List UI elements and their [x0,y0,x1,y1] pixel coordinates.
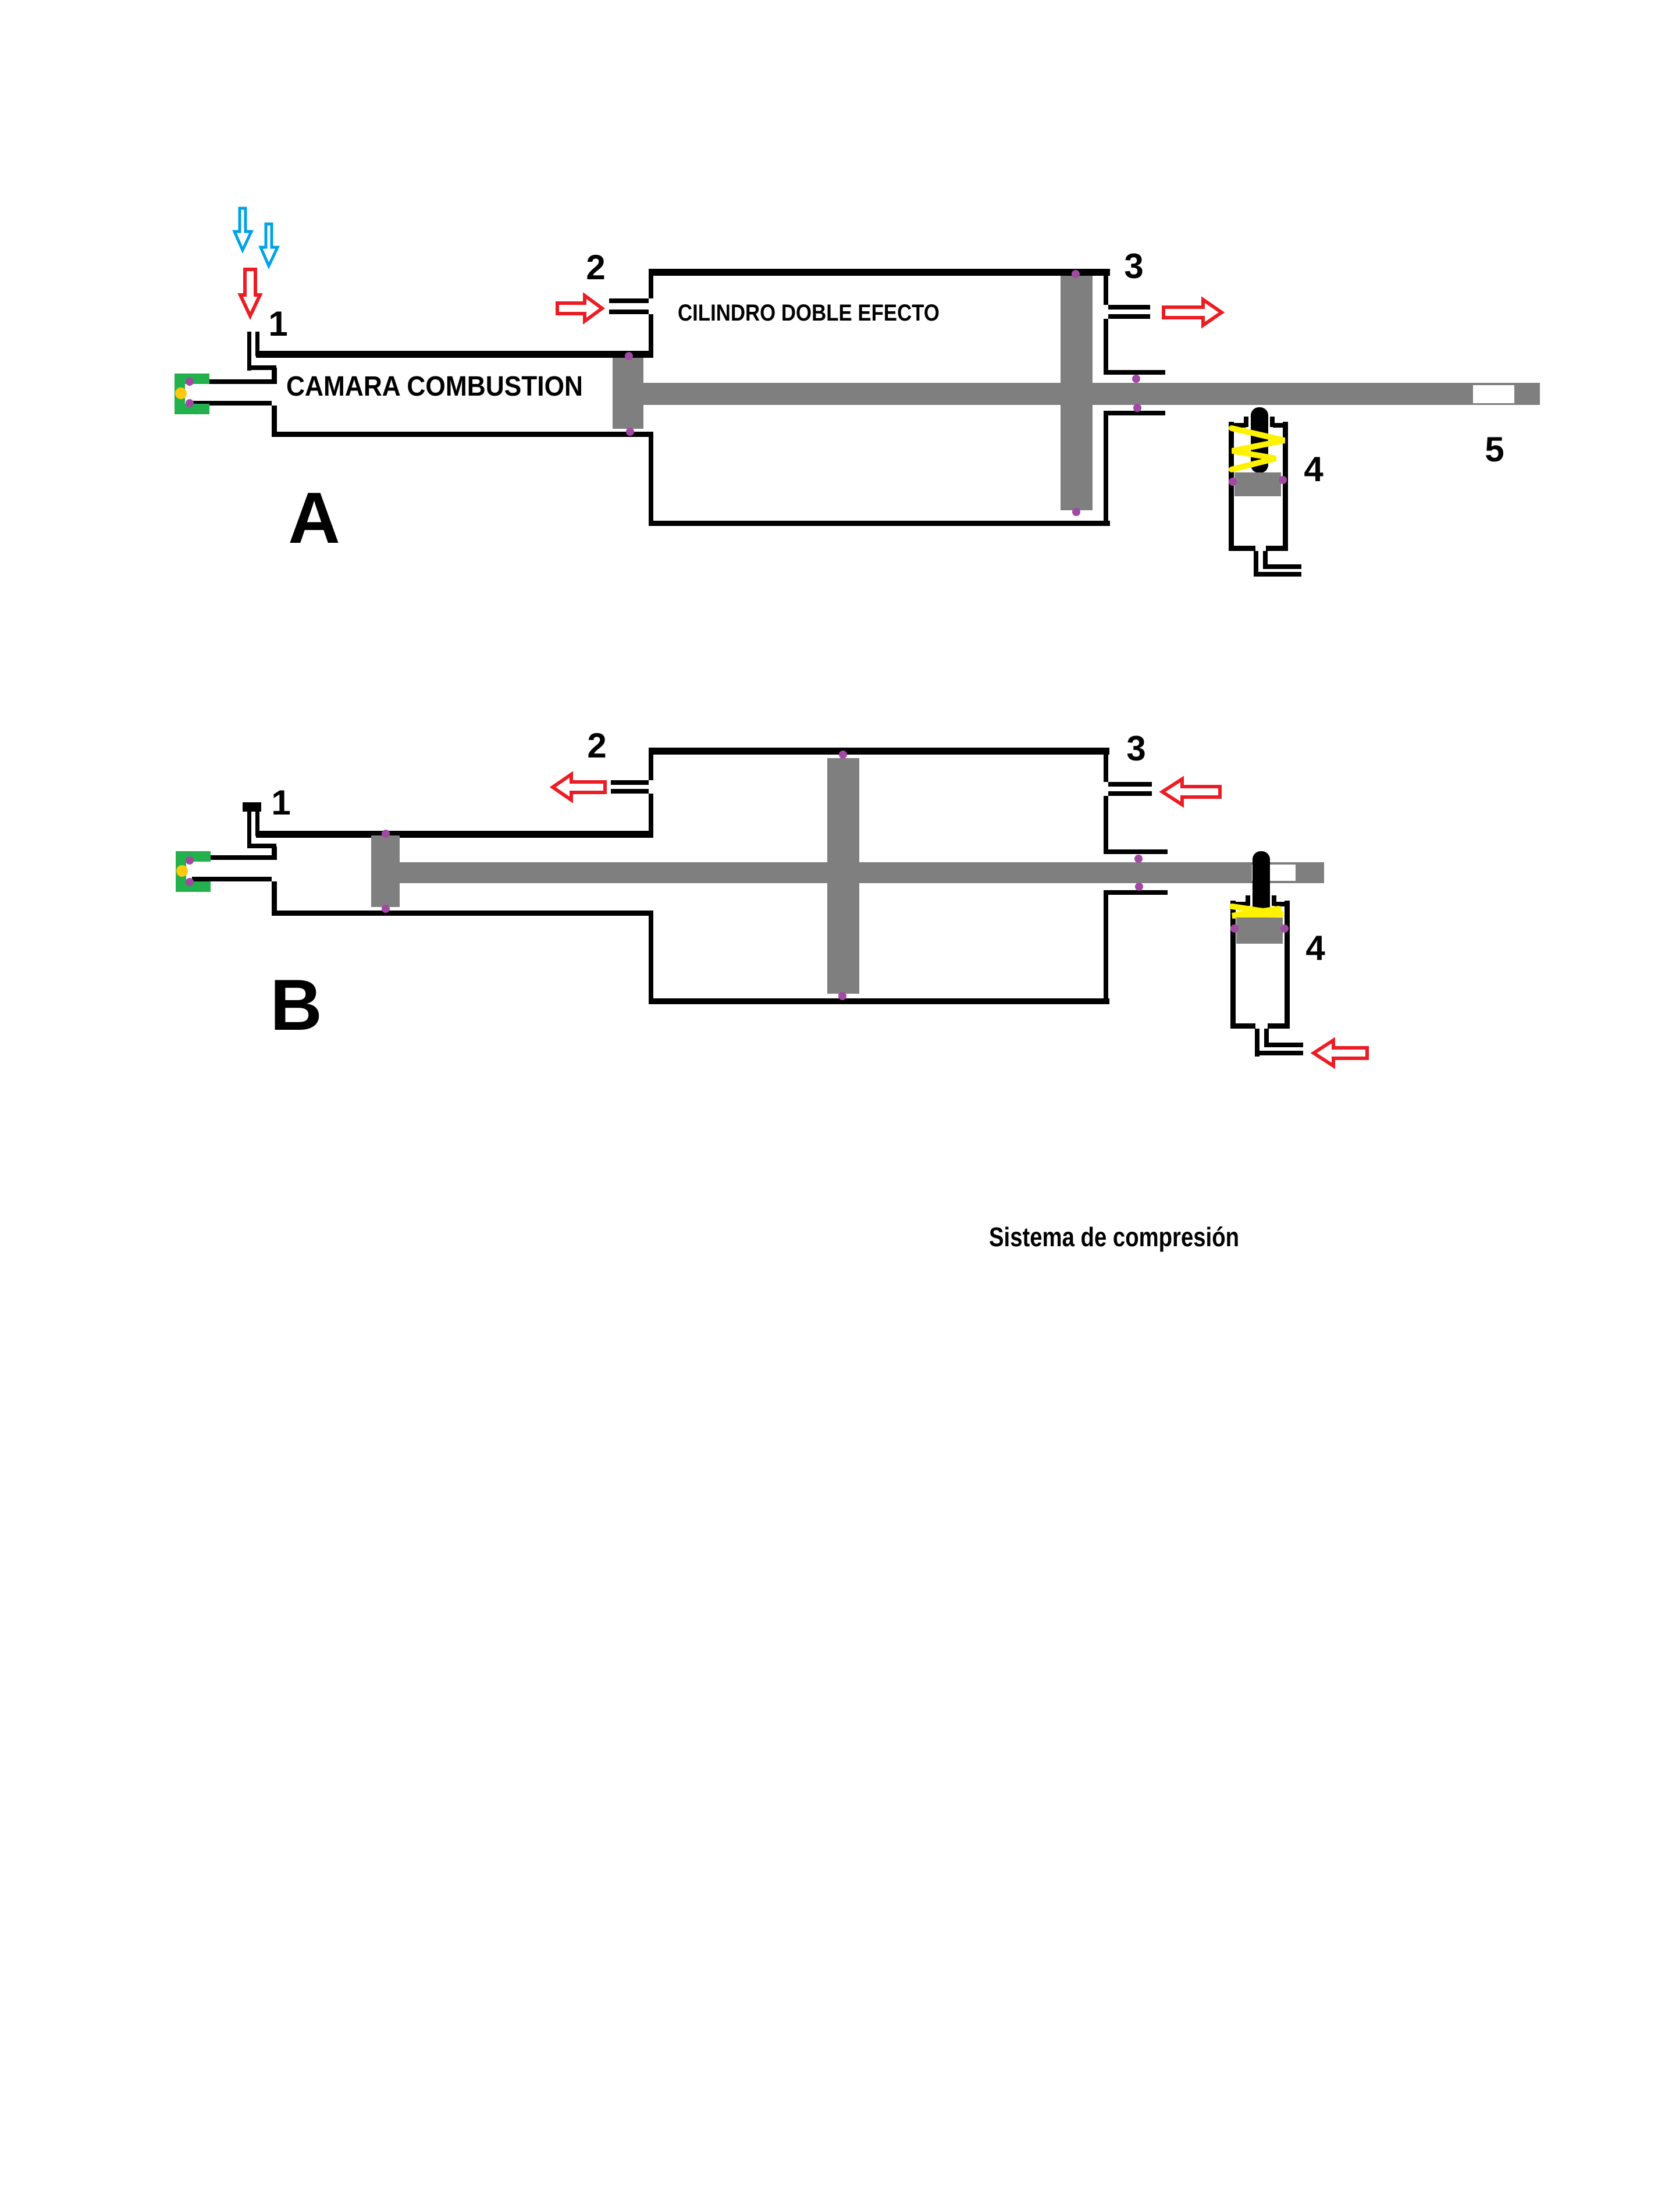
port3-top-wall [1108,782,1152,787]
port2-bottom-wall [609,310,649,314]
valve-plunger [1253,851,1270,916]
chamber-top-wall [256,831,653,838]
port2-top-wall [611,780,649,785]
cylinder-right-wall-seg [1104,796,1108,849]
port4-label: 4 [1305,929,1325,968]
seal-dot [1133,404,1141,412]
seal-dot [838,992,846,1000]
cylinder-right-wall-seg [1104,895,1108,998]
cylinder-left-wall-seg [649,755,653,780]
compressor-valve-a [1229,407,1301,577]
seal-dot [1229,478,1237,486]
injector-ball [175,387,187,399]
red-left-arrow-icon [1314,1040,1367,1066]
chamber-piston [613,358,643,429]
diagram-b [176,726,1367,1066]
red-left-arrow-icon [1162,779,1220,805]
port2-label: 2 [587,726,607,765]
valve-spring [1232,906,1283,916]
cylinder-left-wall-seg [649,794,653,838]
cylinder-bottom-wall [649,521,1110,526]
port3-bottom-wall [1108,791,1152,796]
port4-label: 4 [1304,450,1323,489]
seal-dot [1132,375,1140,383]
cylinder-top-wall [649,748,1109,755]
seal-dot [1134,855,1143,863]
cylinder-left-wall-seg [649,314,653,358]
intake-arrows-a [234,208,277,316]
valve-top-right [1275,902,1290,906]
blue-down-arrow-icon [234,208,251,250]
rod-gland-top-wall [1104,370,1165,375]
port2-bottom-wall [611,789,649,794]
valve-piston [1234,472,1281,496]
chamber-left-wall-upper [272,368,277,384]
valve-top-stub [1272,895,1276,906]
port2-top-wall [609,298,649,303]
valve-bottom-right [1266,546,1288,551]
valve-top-stub [1244,417,1248,427]
red-down-arrow-icon [240,269,260,316]
red-right-arrow-icon [1164,300,1222,325]
seal-dot [382,905,390,913]
injector-connector-b [176,851,211,892]
valve-piston [1236,917,1283,944]
seal-dot [1279,476,1287,484]
cylinder-bottom-wall [649,998,1109,1004]
seal-dot [1230,924,1239,933]
seal-dot [626,428,634,436]
seal-dot [186,378,194,386]
rod-gland-bottom-wall [1104,890,1168,895]
blue-down-arrow-icon [261,224,277,266]
seal-dot [382,830,390,838]
outlet-pipe-top [1264,1043,1303,1047]
diagram-b-letter: B [270,965,322,1045]
chamber-top-wall [256,351,653,358]
port3-label: 3 [1124,247,1144,286]
port3-bottom-wall [1108,314,1150,319]
rod-gland-bottom-wall [1104,411,1165,415]
seal-dot [186,399,194,407]
diagram-a-letter: A [288,478,340,559]
red-left-arrow-icon [553,774,605,800]
valve-left-wall [1230,901,1236,1029]
valve-top-stub [1270,417,1275,427]
cylinder-right-wall-seg [1104,415,1108,521]
intake-port-cap [243,802,261,812]
valve-bottom-left [1229,546,1255,551]
seal-dot [839,751,847,759]
valve-top-stub [1246,895,1250,906]
valve-bottom-left [1230,1023,1255,1029]
chamber-bottom-wall [272,911,653,916]
outlet-pipe-top [1263,564,1301,569]
cylinder-right-wall-seg [1104,276,1108,305]
cylinder-left-wall-seg [649,276,653,298]
chamber-bottom-wall [272,432,653,437]
seal-dot [186,878,194,886]
port1-label: 1 [271,783,291,822]
chamber-piston [371,835,400,907]
rod-gland-top-wall [1104,849,1168,854]
port1-label: 1 [268,304,288,343]
red-right-arrow-icon [557,296,602,321]
seal-dot [186,856,194,865]
cylinder-left-wall-seg [649,911,653,998]
port3-label: 3 [1126,729,1146,768]
outlet-pipe-bottom [1254,572,1301,577]
seal-dot [1135,883,1143,891]
chamber-left-wall-upper [272,847,277,860]
valve-right-wall [1285,901,1290,1029]
port2-label: 2 [586,248,606,287]
seal-dot [1072,508,1080,516]
rod-notch [1473,385,1514,403]
intake-port-left-wall [247,332,251,371]
seal-dot [1280,924,1289,933]
piston-rod [643,383,1540,405]
valve-top-right [1273,423,1288,428]
diagram-a [175,208,1540,577]
valve-bottom-right [1268,1023,1290,1029]
valve-left-wall [1229,422,1234,551]
outlet-pipe-bottom [1255,1051,1303,1055]
port5-label: 5 [1485,430,1504,469]
inlet-tube-bottom-wall [192,877,272,881]
combustion-chamber-b [192,802,653,916]
cylinder-right-wall-seg [1104,319,1108,370]
cylinder-title: CILINDRO DOBLE EFECTO [678,300,940,326]
cylinder-left-wall-seg [649,432,653,521]
chamber-title: CAMARA COMBUSTION [286,371,583,402]
seal-dot [625,352,633,360]
cylinder-right-wall-seg [1104,755,1108,782]
injector-connector-a [175,374,209,414]
intake-port-left-wall [247,812,251,848]
seal-dot [1072,270,1080,278]
injector-ball [176,865,188,877]
cylinder-top-wall [649,269,1110,276]
port3-top-wall [1108,305,1150,310]
caption: Sistema de compresión [989,1222,1239,1252]
piston-rod [400,862,1324,883]
